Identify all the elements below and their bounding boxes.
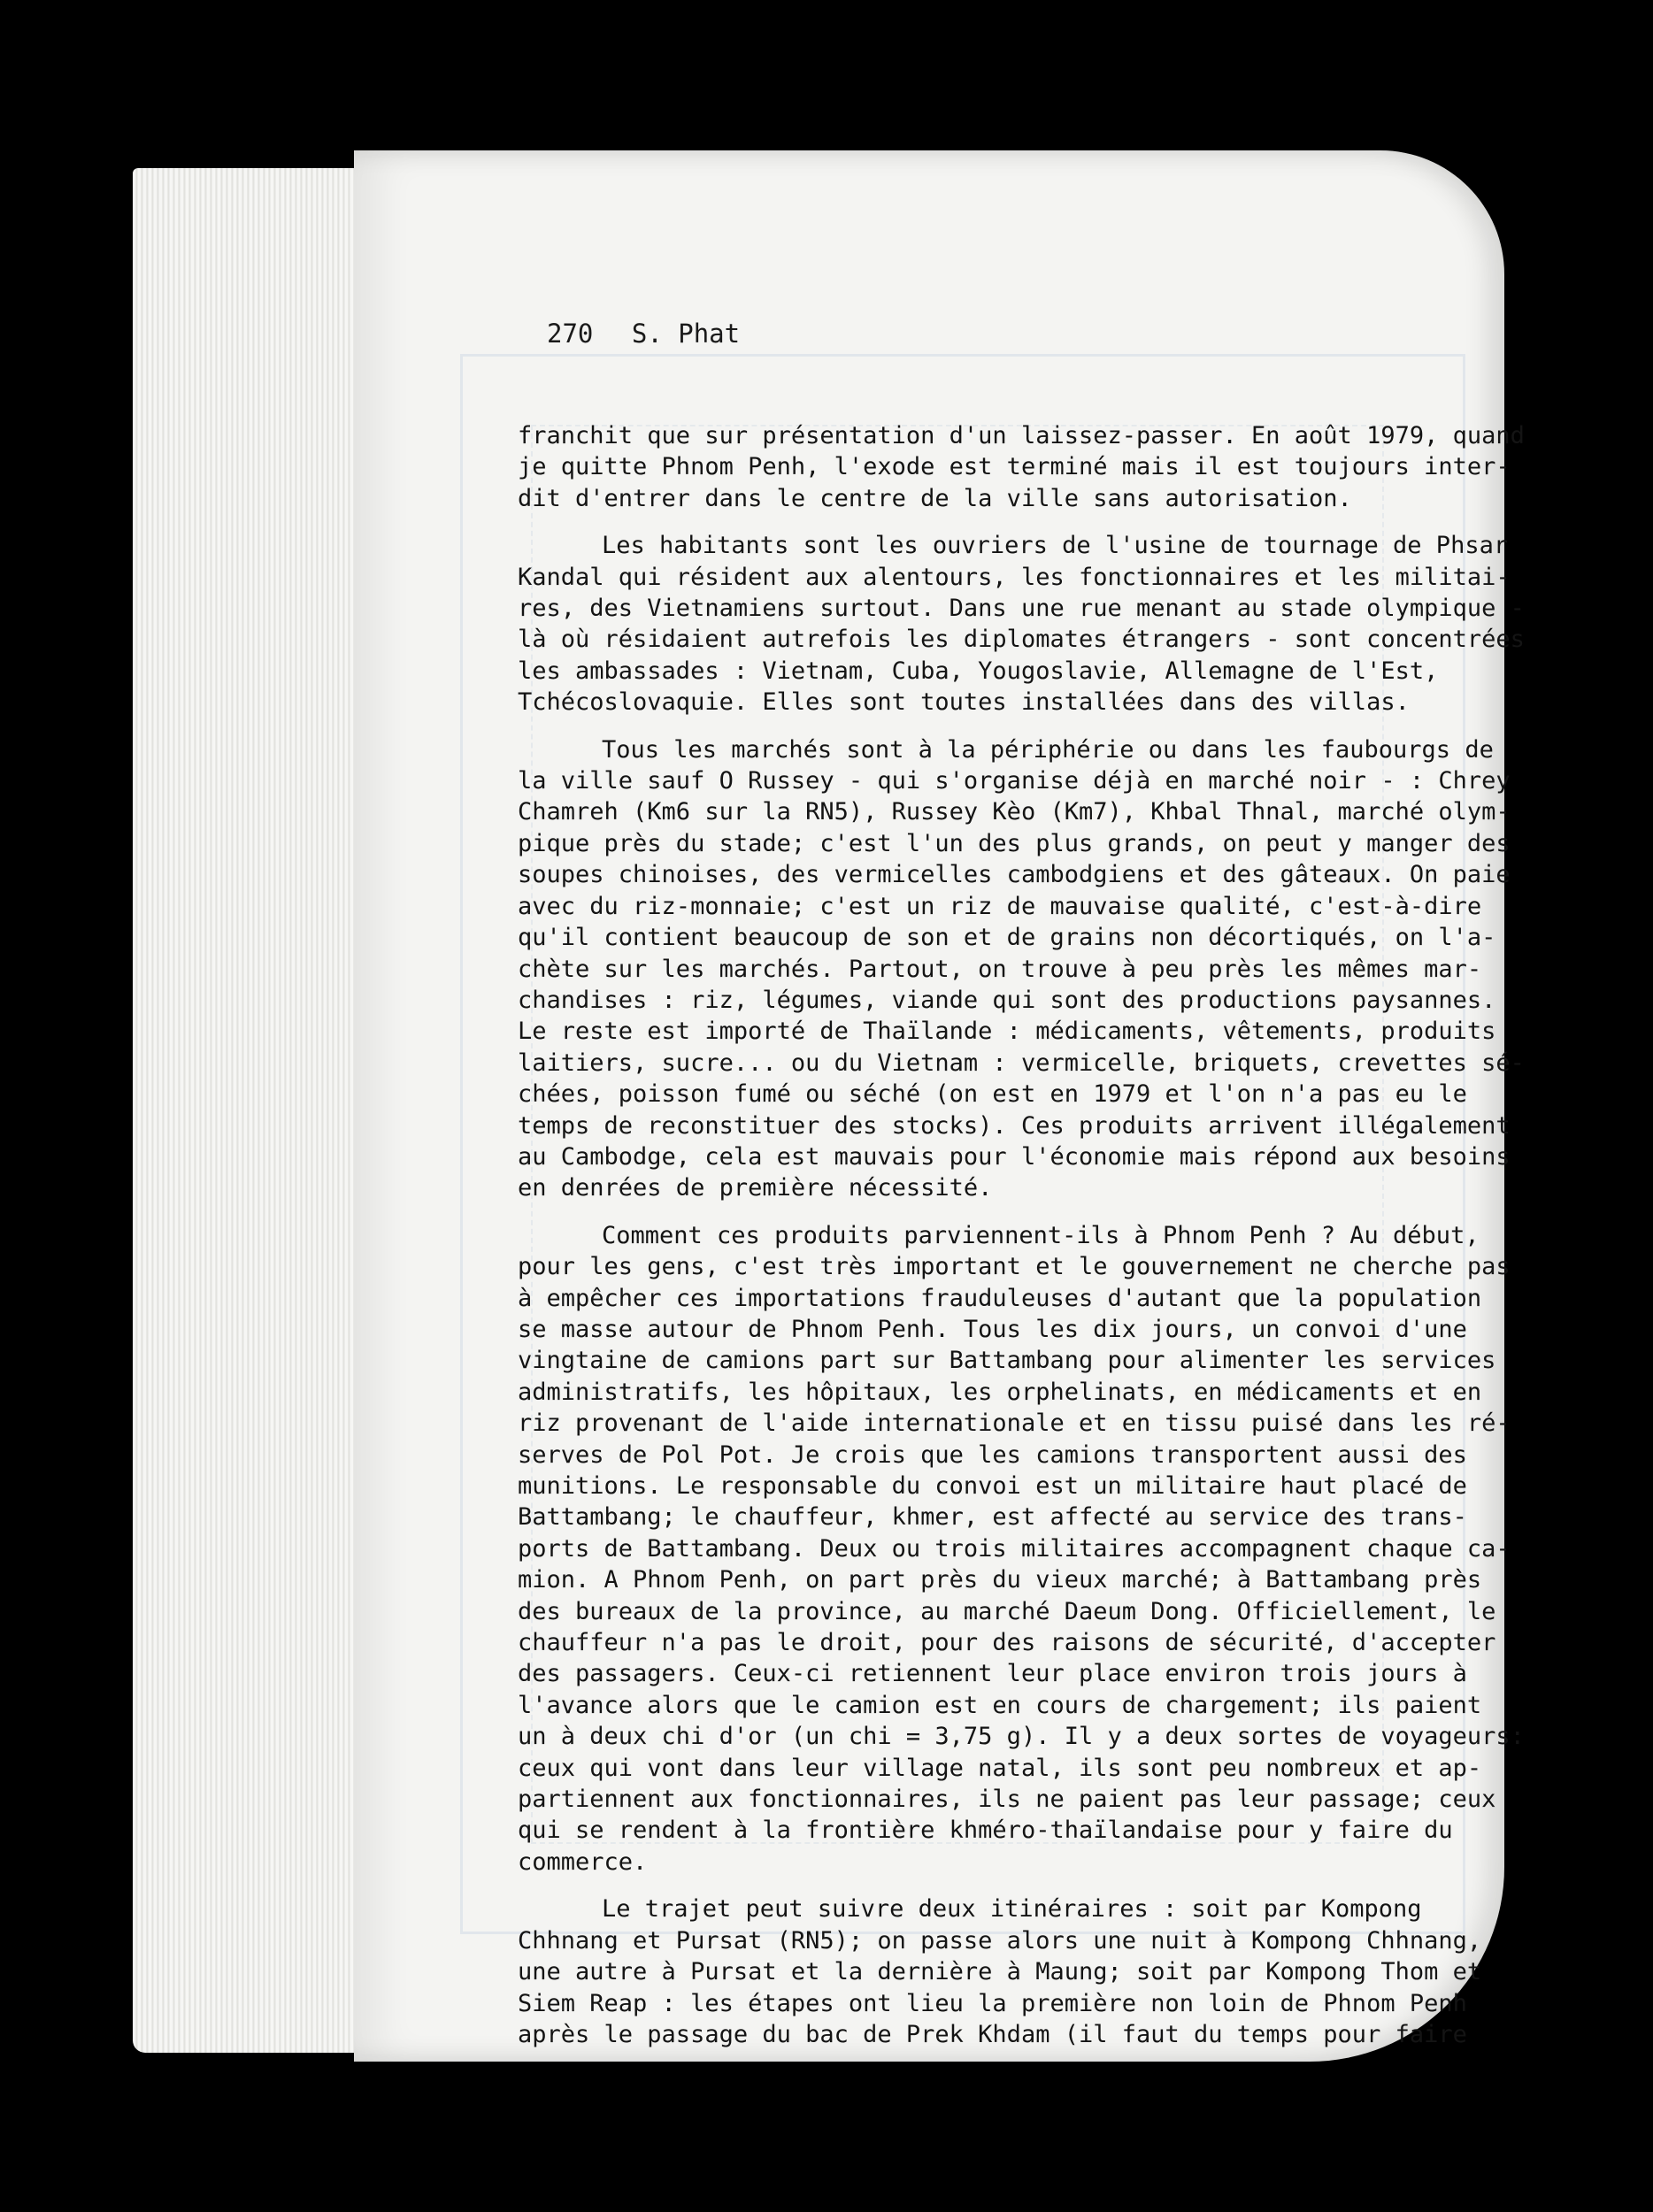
- text-line: serves de Pol Pot. Je crois que les camions transportent aussi des: [518, 1440, 1467, 1469]
- text-line: des passagers. Ceux-ci retiennent leur place environ trois jours à: [518, 1660, 1467, 1688]
- text-line: les ambassades : Vietnam, Cuba, Yougoslavie, Allemagne de l'Est,: [518, 657, 1439, 685]
- text-line: se masse autour de Phnom Penh. Tous les dix jours, un convoi d'une: [518, 1315, 1467, 1343]
- text-line: soupes chinoises, des vermicelles cambodgiens et des gâteaux. On paie: [518, 861, 1511, 889]
- text-line: Chamreh (Km6 sur la RN5), Russey Kèo (Km7), Khbal Thnal, marché olym-: [518, 798, 1511, 826]
- running-author: S. Phat: [631, 319, 741, 349]
- text-line: Les habitants sont les ouvriers de l'usine de tournage de Phsar: [602, 532, 1509, 560]
- paragraph-2: [518, 530, 1525, 718]
- text-line: la ville sauf O Russey - qui s'organise déjà en marché noir - : Chrey: [518, 767, 1511, 795]
- text-line: chauffeur n'a pas le droit, pour des raisons de sécurité, d'accepter: [518, 1629, 1496, 1657]
- text-line: là où résidaient autrefois les diplomates étrangers - sont concentrées: [518, 626, 1525, 654]
- text-line: un à deux chi d'or (un chi = 3,75 g). Il y a deux sortes de voyageurs:: [518, 1723, 1525, 1751]
- text-line: Siem Reap : les étapes ont lieu la première non loin de Phnom Penh: [518, 1989, 1467, 2017]
- body-text: [518, 420, 1525, 2066]
- text-line: Kandal qui résident aux alentours, les fonctionnaires et les militai-: [518, 563, 1511, 591]
- text-line: après le passage du bac de Prek Khdam (il faut du temps pour faire: [518, 2020, 1467, 2048]
- text-line: avec du riz-monnaie; c'est un riz de mauvaise qualité, c'est-à-dire: [518, 892, 1482, 920]
- text-line: une autre à Pursat et la dernière à Maung; soit par Kompong Thom et: [518, 1958, 1482, 1986]
- text-line: chées, poisson fumé ou séché (on est en 1979 et l'on n'a pas eu le: [518, 1080, 1467, 1109]
- text-line: Battambang; le chauffeur, khmer, est affecté au service des trans-: [518, 1503, 1467, 1532]
- text-line: Tous les marchés sont à la périphérie ou dans les faubourgs de: [602, 735, 1494, 764]
- paragraph-5: [518, 1893, 1482, 2050]
- text-line: temps de reconstituer des stocks). Ces produits arrivent illégalement: [518, 1111, 1511, 1140]
- text-line: franchit que sur présentation d'un laissez-passer. En août 1979, quand: [518, 422, 1525, 449]
- text-line: au Cambodge, cela est mauvais pour l'économie mais répond aux besoins: [518, 1142, 1511, 1171]
- text-line: chandises : riz, légumes, viande qui sont des productions paysannes.: [518, 986, 1496, 1014]
- text-line: je quitte Phnom Penh, l'exode est terminé mais il est toujours inter-: [518, 453, 1511, 481]
- text-line: des bureaux de la province, au marché Daeum Dong. Officiellement, le: [518, 1597, 1496, 1625]
- text-line: chète sur les marchés. Partout, on trouve à peu près les mêmes mar-: [518, 955, 1482, 983]
- text-line: res, des Vietnamiens surtout. Dans une rue menant au stade olympique -: [518, 595, 1525, 623]
- paragraph-3: [518, 734, 1525, 1204]
- running-header: [547, 319, 740, 349]
- text-line: vingtaine de camions part sur Battambang pour alimenter les services: [518, 1347, 1496, 1375]
- text-line: Tchécoslovaquie. Elles sont toutes installées dans des villas.: [518, 688, 1410, 717]
- text-line: commerce.: [518, 1847, 648, 1876]
- text-line: l'avance alors que le camion est en cours de chargement; ils paient: [518, 1691, 1482, 1719]
- text-line: pour les gens, c'est très important et le gouvernement ne cherche pas: [518, 1253, 1511, 1281]
- text-line: qu'il contient beaucoup de son et de grains non décortiqués, on l'a-: [518, 924, 1496, 952]
- text-line: Le trajet peut suivre deux itinéraires : soit par Kompong: [602, 1895, 1422, 1924]
- text-line: partiennent aux fonctionnaires, ils ne paient pas leur passage; ceux: [518, 1786, 1496, 1814]
- text-line: ceux qui vont dans leur village natal, ils sont peu nombreux et ap-: [518, 1754, 1482, 1782]
- text-line: riz provenant de l'aide internationale et en tissu puisé dans les ré-: [518, 1409, 1511, 1438]
- text-line: Chhnang et Pursat (RN5); on passe alors une nuit à Kompong Chhnang,: [518, 1926, 1482, 1955]
- paragraph-4: [518, 1220, 1525, 1878]
- page-number: 270: [547, 319, 594, 349]
- text-line: laitiers, sucre... ou du Vietnam : vermicelle, briquets, crevettes sé-: [518, 1048, 1525, 1077]
- text-line: qui se rendent à la frontière khméro-thaïlandaise pour y faire du: [518, 1816, 1453, 1845]
- text-line: en denrées de première nécessité.: [518, 1174, 993, 1202]
- text-line: Le reste est importé de Thaïlande : médicaments, vêtements, produits: [518, 1018, 1496, 1046]
- text-line: dit d'entrer dans le centre de la ville sans autorisation.: [518, 484, 1352, 512]
- text-line: mion. A Phnom Penh, on part près du vieux marché; à Battambang près: [518, 1566, 1482, 1594]
- text-line: ports de Battambang. Deux ou trois militaires accompagnent chaque ca-: [518, 1534, 1511, 1563]
- text-line: administratifs, les hôpitaux, les orphelinats, en médicaments et en: [518, 1378, 1482, 1406]
- text-line: pique près du stade; c'est l'un des plus grands, on peut y manger des: [518, 829, 1511, 857]
- text-line: Comment ces produits parviennent-ils à Phnom Penh ? Au début,: [602, 1221, 1480, 1249]
- text-line: à empêcher ces importations frauduleuses d'autant que la population: [518, 1284, 1482, 1312]
- paragraph-1: [518, 420, 1525, 514]
- book-page-edges: [133, 168, 363, 2053]
- text-line: munitions. Le responsable du convoi est un militaire haut placé de: [518, 1472, 1467, 1500]
